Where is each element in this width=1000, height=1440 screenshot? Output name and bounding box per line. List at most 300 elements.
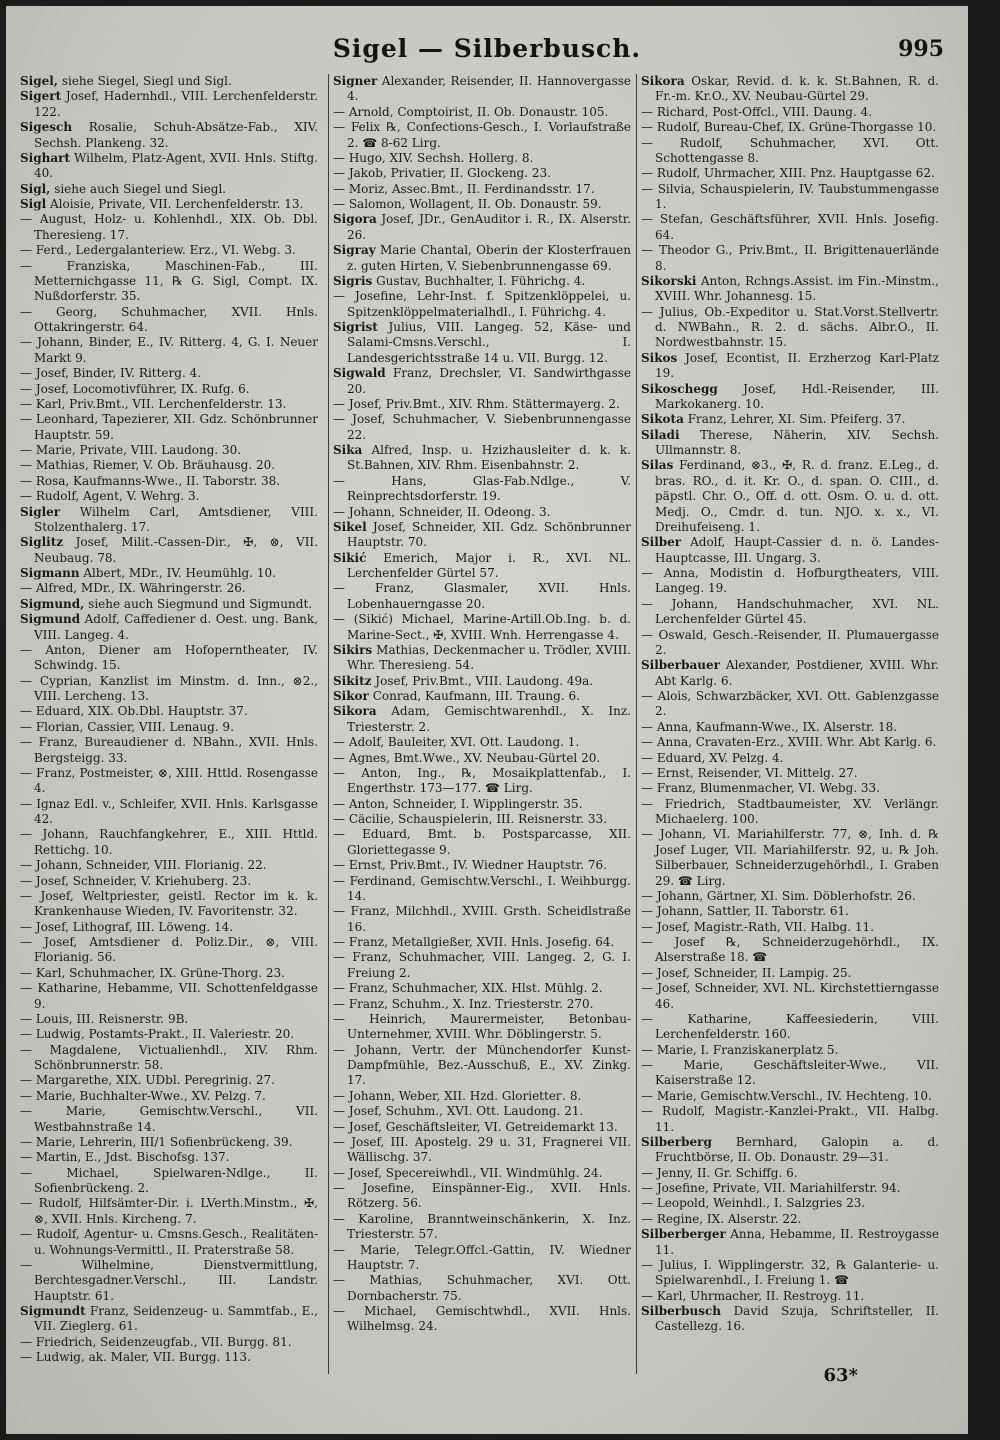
entry-surname: Sigrist [333, 320, 378, 334]
entry-details: Josef, Priv.Bmt., VIII. Laudong. 49a. [375, 673, 594, 688]
entry-details: — Josef, Priv.Bmt., XIV. Rhm. Stättermayerg. 2. [333, 396, 620, 411]
entry-details: — Marie, Gemischtw.Verschl., IV. Hechteng. 10. [641, 1088, 932, 1103]
column-left [20, 74, 318, 1374]
entry-details: — Julius, I. Wipplingerstr. 32, ℞ Galanterie- u. Spielwarenhdl., I. Freiung 1. ☎ [641, 1257, 939, 1288]
running-head: Sigel — Silberbusch. [332, 34, 642, 63]
entry-details: — Anton, Ing., ℞, Mosaikplattenfab., I. Engerthstr. 173—177. ☎ Lirg. [333, 765, 631, 796]
directory-entry [641, 274, 939, 305]
entry-details: — Josef, Locomotivführer, IX. Rufg. 6. [20, 381, 250, 396]
entry-surname: Silas [641, 458, 674, 473]
entry-details: — Josef, Specereiwhdl., VII. Windmühlg. 24. [333, 1165, 603, 1180]
entry-surname: Silberbusch [641, 1304, 722, 1318]
directory-entry [333, 674, 631, 689]
directory-entry [333, 1012, 631, 1043]
entry-details: — Hans, Glas-Fab.Ndlge., V. Reinprechtsdorferstr. 19. [333, 473, 631, 504]
entry-details: — Magdalene, Victualienhdl., XIV. Rhm. Schönbrunnerstr. 58. [20, 1042, 318, 1072]
directory-entry [641, 182, 939, 213]
directory-entry [333, 751, 631, 766]
entry-details: — Jakob, Privatier, II. Glockeng. 23. [333, 166, 551, 181]
entry-details: Julius, VIII. Langeg. 52, Käse- und Salami-Cmsns.Verschl., I. Landesgerichtsstraße 14 u. VII. Burgg. 12. [347, 320, 631, 365]
entry-details: — Agnes, Bmt.Wwe., XV. Neubau-Gürtel 20. [333, 750, 601, 765]
entry-details: Adolf, Haupt-Cassier d. n. ö. Landes-Hauptcasse, III. Ungarg. 3. [655, 535, 939, 565]
directory-entry [641, 382, 939, 413]
directory-entry [641, 1166, 939, 1181]
entry-details: — Franz, Glasmaler, XVII. Hnls. Lobenhauerngasse 20. [333, 581, 631, 611]
entry-details: Conrad, Kaufmann, III. Traung. 6. [372, 689, 580, 703]
directory-entry [333, 1104, 631, 1119]
entry-details: — Marie, Private, VIII. Laudong. 30. [20, 443, 242, 457]
entry-details: — Friedrich, Stadtbaumeister, XV. Verlängr. Michaelerg. 100. [641, 796, 939, 826]
entry-details: — Silvia, Schauspielerin, IV. Taubstummengasse 1. [641, 181, 939, 211]
entry-details: — Julius, Ob.-Expeditor u. Stat.Vorst.Stellvertr. d. NWBahn., R. 2. d. sächs. Albr.O., II. Nordwestbahnstr. 15. [641, 304, 939, 350]
directory-entry [333, 412, 631, 443]
entry-details: — Franz, Blumenmacher, VI. Webg. 33. [641, 781, 881, 796]
entry-surname: Sika [333, 443, 363, 457]
directory-entry [20, 643, 318, 674]
entry-details: — (Sikić) Michael, Marine-Artill.Ob.Ing. b. d. Marine-Sect., ✠, XVIII. Wnh. Herrengasse 4. [333, 612, 631, 642]
directory-entry [641, 1058, 939, 1089]
entry-details: — Moriz, Assec.Bmt., II. Ferdinandsstr. 17. [333, 181, 595, 196]
directory-entry [333, 981, 631, 996]
entry-details: Franz, Lehrer, XI. Sim. Pfeiferg. 37. [687, 412, 906, 427]
entry-details: — Ferd., Ledergalanteriew. Erz., VI. Webg. 3. [20, 243, 296, 258]
directory-entry [641, 1089, 939, 1104]
directory-entry [333, 320, 631, 366]
directory-entry [20, 1350, 318, 1365]
directory-entry [333, 397, 631, 412]
entry-surname: Sigert [20, 89, 62, 104]
entry-details: — Rudolf, Hilfsämter-Dir. i. LVerth.Minstm., ✠, ⊗, XVII. Hnls. Kircheng. 7. [20, 1196, 318, 1226]
directory-entry [20, 981, 318, 1012]
entry-details: — Marie, I. Franziskanerplatz 5. [641, 1042, 839, 1057]
directory-entry [641, 166, 939, 181]
directory-entry [333, 827, 631, 858]
entry-details: siehe auch Siegel und Siegl. [54, 181, 227, 196]
directory-entry [333, 243, 631, 274]
entry-details: — Martin, E., Jdst. Bischofsg. 137. [20, 1150, 230, 1165]
directory-entry [20, 443, 318, 458]
directory-entry [641, 412, 939, 427]
entry-details: — Richard, Post-Offcl., VIII. Daung. 4. [641, 104, 873, 119]
entry-details: — Alois, Schwarzbäcker, XVI. Ott. Gablenzgasse 2. [641, 689, 939, 719]
directory-entry [641, 351, 939, 382]
directory-entry [641, 1258, 939, 1289]
entry-details: — Rudolf, Bureau-Chef, IX. Grüne-Thorgasse 10. [641, 120, 937, 135]
entry-details: Ferdinand, ⊗3., ✠, R. d. franz. E.Leg., d. bras. RO., d. it. Kr. O., d. span. O. CIII., d. päpstl. Chr. O., Off. d. ott. Osm. O. u. d. ott. Medj. O., Cmdr. d. tun. NJO. x. x., VI. Dreihufeiseng. 1. [655, 458, 939, 534]
entry-details: Albert, MDr., IV. Heumühlg. 10. [83, 566, 276, 580]
directory-entry [641, 305, 939, 351]
directory-entry [20, 966, 318, 981]
directory-entry [20, 1196, 318, 1227]
entry-details: — Karl, Uhrmacher, II. Restroyg. 11. [641, 1288, 865, 1303]
directory-entry [20, 612, 318, 643]
directory-entry [641, 105, 939, 120]
entry-details: Wilhelm Carl, Amtsdiener, VIII. Stolzenthalerg. 17. [34, 504, 318, 534]
entry-details: — Anna, Kaufmann-Wwe., IX. Alserstr. 18. [641, 719, 898, 734]
directory-entry [20, 1258, 318, 1304]
directory-entry [641, 1135, 939, 1166]
directory-entry [333, 1089, 631, 1104]
entry-details: — Johann, Sattler, II. Taborstr. 61. [641, 904, 849, 919]
directory-entry [20, 889, 318, 920]
directory-entry [20, 1335, 318, 1350]
entry-details: Alfred, Insp. u. Hzizhausleiter d. k. k. St.Bahnen, XIV. Rhm. Eisenbahnstr. 2. [347, 443, 631, 473]
entry-details: Josef, Hadernhdl., VIII. Lerchenfelderstr. 122. [34, 89, 318, 119]
column-middle [328, 74, 631, 1374]
entry-details: — Josef, Binder, IV. Ritterg. 4. [20, 366, 202, 381]
entry-details: — Karoline, Branntweinschänkerin, X. Inz. Triesterstr. 57. [333, 1211, 631, 1242]
entry-details: — Josefine, Lehr-Inst. f. Spitzenklöppelei, u. Spitzenklöppelmaterialhdl., I. Führichg. 4. [333, 289, 631, 319]
entry-details: — Rosa, Kaufmanns-Wwe., II. Taborstr. 38. [20, 473, 281, 488]
directory-entry [641, 74, 939, 105]
entry-details: — Hugo, XIV. Sechsh. Hollerg. 8. [333, 150, 534, 165]
directory-entry [641, 1181, 939, 1196]
directory-entry [20, 382, 318, 397]
entry-details: — Rudolf, Uhrmacher, XIII. Pnz. Hauptgasse 62. [641, 166, 935, 181]
entry-details: — Heinrich, Maurermeister, Betonbau-Unternehmer, XVIII. Whr. Döblingerstr. 5. [333, 1011, 631, 1042]
entry-surname: Sikel [333, 519, 367, 534]
entry-details: — Louis, III. Reisnerstr. 9B. [20, 1011, 189, 1026]
directory-entry [641, 966, 939, 981]
directory-entry [333, 151, 631, 166]
entry-list [641, 74, 939, 1335]
entry-details: — Josef, III. Apostelg. 29 u. 31, Fragnerei VII. Wällischg. 37. [333, 1134, 631, 1165]
entry-details: — Josef ℞, Schneiderzugehörhdl., IX. Alserstraße 18. ☎ [641, 935, 939, 965]
directory-entry [20, 1012, 318, 1027]
sheet-signature: 63* [823, 1365, 858, 1386]
entry-surname: Sikota [641, 412, 684, 427]
entry-details: — Cyprian, Kanzlist im Minstm. d. Inn., ⊗2., VIII. Lercheng. 13. [20, 673, 318, 703]
entry-details: — Josefine, Einspänner-Eig., XVII. Hnls. Rötzerg. 56. [333, 1181, 631, 1211]
entry-surname: Siladi [641, 427, 680, 442]
directory-entry [20, 1073, 318, 1088]
entry-details: Emerich, Major i. R., XVI. NL. Lerchenfelder Gürtel 57. [347, 550, 631, 580]
directory-entry [333, 643, 631, 674]
directory-entry [641, 120, 939, 135]
directory-entry [333, 74, 631, 105]
entry-details: — Johann, VI. Mariahilferstr. 77, ⊗, Inh. d. ℞ Josef Luger, VII. Mariahilferstr. 92, u. ℞ Joh. Silberbauer, Schneiderzugehörhdl., I. Graben 29. ☎ Lirg. [641, 827, 939, 888]
entry-surname: Siglitz [20, 535, 64, 550]
entry-details: — Ernst, Reisender, VI. Mittelg. 27. [641, 765, 858, 780]
entry-details: — Marie, Buchhalter-Wwe., XV. Pelzg. 7. [20, 1088, 266, 1103]
entry-details: — Eduard, XV. Pelzg. 4. [641, 750, 784, 765]
directory-entry [333, 935, 631, 950]
directory-entry [333, 858, 631, 873]
directory-entry [20, 858, 318, 873]
directory-entry [333, 289, 631, 320]
entry-details: Rosalie, Schuh-Absätze-Fab., XIV. Sechsh. Plankeng. 32. [34, 120, 318, 150]
entry-details: — Johann, Weber, XII. Hzd. Gloriettег. 8. [333, 1088, 582, 1103]
entry-surname: Signer [333, 74, 378, 88]
directory-entry [333, 551, 631, 582]
directory-entry [641, 428, 939, 459]
directory-entry [20, 489, 318, 504]
entry-details: — Josef, Amtsdiener d. Poliz.Dir., ⊗, VIII. Florianig. 56. [20, 935, 318, 965]
entry-details: — Josef, Schneider, V. Kriehuberg. 23. [20, 873, 252, 888]
directory-entry [333, 520, 631, 551]
entry-list [333, 74, 631, 1335]
entry-surname: Sigwald [333, 366, 386, 381]
entry-surname: Sigl [20, 197, 47, 211]
entry-details: — Josefine, Private, VII. Mariahilferstr. 94. [641, 1181, 901, 1195]
entry-details: — Franz, Bureaudiener d. NBahn., XVII. Hnls. Bergsteigg. 33. [20, 735, 318, 765]
entry-details: — Arnold, Comptoirist, II. Ob. Donaustr. 105. [333, 104, 609, 119]
entry-surname: Sigler [20, 504, 61, 519]
directory-entry [20, 151, 318, 182]
directory-entry [333, 612, 631, 643]
entry-details: — Josef, Geschäftsleiter, VI. Getreidemarkt 13. [333, 1119, 618, 1134]
entry-details: — Marie, Lehrerin, III/1 Sofienbrückeng. 39. [20, 1134, 293, 1149]
entry-details: — Florian, Cassier, VIII. Lenaug. 9. [20, 719, 234, 734]
directory-entry [333, 997, 631, 1012]
entry-surname: Sikirs [333, 642, 373, 657]
entry-details: — Josef, Schuhm., XVI. Ott. Laudong. 21. [333, 1104, 584, 1119]
entry-surname: Sikora [641, 74, 685, 88]
entry-details: — Katharine, Hebamme, VII. Schottenfeldgasse 9. [20, 981, 318, 1011]
entry-details: — Franz, Schuhmacher, XIX. Hlst. Mühlg. 2. [333, 981, 603, 996]
directory-entry [333, 274, 631, 289]
entry-details: — Josef, Lithograf, III. Löweng. 14. [20, 919, 234, 934]
entry-details: David Szuja, Schriftsteller, II. Castellezg. 16. [655, 1304, 939, 1334]
directory-entry [333, 197, 631, 212]
entry-details: Josef, Schneider, XII. Gdz. Schönbrunner Hauptstr. 70. [347, 519, 631, 550]
entry-details: — Georg, Schuhmacher, XVII. Hnls. Ottakringerstr. 64. [20, 304, 318, 334]
entry-details: — Felix ℞, Confections-Gesch., I. Vorlaufstraße 2. ☎ 8-62 Lirg. [333, 120, 631, 150]
directory-entry [333, 443, 631, 474]
entry-details: Josef, Econtist, II. Erzherzog Karl-Platz 19. [655, 350, 939, 381]
entry-details: — Franz, Postmeister, ⊗, XIII. Httld. Rosengasse 4. [20, 765, 318, 796]
directory-entry [641, 597, 939, 628]
entry-surname: Sikitz [333, 673, 372, 688]
entry-details: — Jenny, II. Gr. Schiffg. 6. [641, 1165, 798, 1180]
entry-details: Therese, Näherin, XIV. Sechsh. Ullmannstr. 8. [655, 427, 939, 457]
entry-surname: Sikoschegg [641, 381, 718, 396]
entry-details: — Johann, Binder, E., IV. Ritterg. 4, G. I. Neuer Markt 9. [20, 335, 318, 365]
entry-details: — Franz, Schuhm., X. Inz. Triesterstr. 270. [333, 996, 594, 1011]
entry-details: — Karl, Schuhmacher, IX. Grüne-Thorg. 23. [20, 965, 285, 980]
entry-details: Wilhelm, Platz-Agent, XVII. Hnls. Stiftg. 40. [34, 150, 318, 181]
entry-details: — Marie, Gemischtw.Verschl., VII. Westbahnstraße 14. [20, 1104, 318, 1134]
directory-entry [641, 136, 939, 167]
entry-details: Franz, Drechsler, VI. Sandwirthgasse 20. [347, 366, 631, 396]
entry-surname: Silber [641, 535, 682, 550]
entry-details: — Theodor G., Priv.Bmt., II. Brigittenauerlände 8. [641, 243, 939, 273]
page-header [6, 34, 968, 74]
directory-entry [641, 1227, 939, 1258]
entry-surname: Sigmund, [20, 596, 85, 611]
entry-details: — Marie, Geschäftsleiter-Wwe., VII. Kaiserstraße 12. [641, 1058, 939, 1088]
directory-entry [641, 535, 939, 566]
entry-details: Josef, Milit.-Cassen-Dir., ✠, ⊗, VII. Neubaug. 78. [34, 535, 318, 565]
directory-entry [641, 658, 939, 689]
directory-entry [20, 827, 318, 858]
entry-details: — Johann, Gärtner, XI. Sim. Döblerhofstr. 26. [641, 888, 916, 903]
directory-entry [20, 704, 318, 719]
directory-entry [20, 197, 318, 212]
directory-entry [333, 1181, 631, 1212]
directory-entry [20, 1027, 318, 1042]
directory-entry [20, 74, 318, 89]
entry-surname: Sigmann [20, 566, 80, 580]
entry-details: Franz, Seidenzeug- u. Sammtfab., E., VII. Zieglerg. 61. [34, 1304, 318, 1334]
entry-details: — Ludwig, ak. Maler, VII. Burgg. 113. [20, 1350, 251, 1365]
entry-details: Oskar, Revid. d. k. k. St.Bahnen, R. d. Fr.-m. Kr.O., XV. Neubau-Gürtel 29. [655, 74, 939, 104]
directory-entry [333, 366, 631, 397]
directory-entry [20, 920, 318, 935]
directory-entry [20, 89, 318, 120]
entry-surname: Sikorski [641, 273, 697, 288]
entry-details: — Leonhard, Tapezierer, XII. Gdz. Schönbrunner Hauptstr. 59. [20, 412, 318, 442]
directory-entry [333, 766, 631, 797]
entry-details: — Mathias, Schuhmacher, XVI. Ott. Dornbacherstr. 75. [333, 1273, 631, 1303]
directory-entry [333, 735, 631, 750]
entry-details: — Ferdinand, Gemischtw.Verschl., I. Weihburgg. 14. [333, 873, 631, 903]
directory-entry [641, 1012, 939, 1043]
entry-surname: Sigmund [20, 612, 81, 627]
directory-entry [641, 1304, 939, 1335]
directory-entry [20, 366, 318, 381]
directory-entry [333, 474, 631, 505]
directory-entry [641, 212, 939, 243]
directory-entry [641, 1289, 939, 1304]
directory-entry [20, 259, 318, 305]
directory-entry [641, 1212, 939, 1227]
directory-entry [333, 212, 631, 243]
entry-surname: Silberberger [641, 1227, 726, 1242]
entry-details: — Ignaz Edl. v., Schleifer, XVII. Hnls. Karlsgasse 42. [20, 796, 318, 826]
directory-columns [20, 74, 954, 1374]
directory-entry [641, 781, 939, 796]
entry-details: — Anton, Diener am Hofoperntheater, IV. Schwindg. 15. [20, 642, 318, 673]
directory-entry [20, 243, 318, 258]
directory-entry [333, 120, 631, 151]
entry-details: Alexander, Reisender, II. Hannovergasse 4. [347, 74, 631, 104]
entry-surname: Sigora [333, 212, 377, 227]
entry-details: — Leopold, Weinhdl., I. Salzgries 23. [641, 1196, 866, 1211]
entry-surname: Sigray [333, 243, 376, 258]
directory-entry [20, 581, 318, 596]
directory-entry [641, 1104, 939, 1135]
entry-details: Aloisie, Private, VII. Lerchenfelderstr. 13. [50, 197, 304, 211]
directory-entry [641, 889, 939, 904]
directory-entry [333, 1243, 631, 1274]
directory-entry [333, 105, 631, 120]
directory-entry [641, 981, 939, 1012]
entry-details: — Stefan, Geschäftsführer, XVII. Hnls. Josefig. 64. [641, 212, 939, 242]
directory-entry [333, 689, 631, 704]
directory-entry [333, 1212, 631, 1243]
directory-entry [333, 950, 631, 981]
directory-entry [20, 1227, 318, 1258]
entry-details: Adolf, Caffediener d. Oest. ung. Bank, VIII. Langeg. 4. [34, 612, 318, 642]
directory-entry [333, 1120, 631, 1135]
directory-entry [641, 458, 939, 535]
directory-entry [641, 243, 939, 274]
directory-entry [20, 505, 318, 536]
directory-entry [641, 797, 939, 828]
directory-entry [641, 904, 939, 919]
directory-entry [20, 1166, 318, 1197]
entry-surname: Silberbauer [641, 658, 720, 673]
entry-details: siehe Siegel, Siegl und Sigl. [61, 74, 232, 88]
entry-details: — Franziska, Maschinen-Fab., III. Metternichgasse 11, ℞ G. Sigl, Compt. IX. Nußdorferstr. 35. [20, 258, 318, 304]
entry-details: Mathias, Deckenmacher u. Trödler, XVIII. Whr. Theresieng. 54. [347, 642, 631, 673]
directory-entry [20, 597, 318, 612]
directory-entry [20, 1150, 318, 1165]
directory-entry [641, 566, 939, 597]
entry-surname: Sikos [641, 350, 678, 365]
entry-surname: Sikić [333, 550, 367, 565]
directory-entry [20, 182, 318, 197]
entry-details: — Johann, Schneider, VIII. Florianig. 22. [20, 858, 267, 873]
directory-entry [641, 920, 939, 935]
entry-details: — Margarethe, XIX. UDbl. Peregrinig. 27. [20, 1073, 275, 1088]
entry-details: Anton, Rchngs.Assist. im Fin.-Minstm., XVIII. Whr. Johannesg. 15. [655, 273, 939, 304]
entry-details: — Wilhelmine, Dienstvermittlung, Berchtesgadner.Verschl., III. Landstr. Hauptstr. 61. [20, 1257, 318, 1303]
directory-entry [20, 674, 318, 705]
entry-details: — Katharine, Kaffeesiederin, VIII. Lerchenfelderstr. 160. [641, 1011, 939, 1042]
directory-entry [333, 1043, 631, 1089]
page-number: 995 [898, 36, 944, 62]
entry-details: Anna, Hebamme, II. Restroygasse 11. [655, 1227, 939, 1257]
entry-details: — Alfred, MDr., IX. Währingerstr. 26. [20, 581, 246, 596]
directory-entry [333, 874, 631, 905]
entry-details: — Rudolf, Agent, V. Wehrg. 3. [20, 489, 200, 504]
entry-details: — Anton, Schneider, I. Wipplingerstr. 35. [333, 796, 583, 811]
directory-entry [20, 1089, 318, 1104]
directory-entry [641, 689, 939, 720]
entry-details: — Rudolf, Magistr.-Kanzlei-Prakt., VII. Halbg. 11. [641, 1104, 939, 1134]
directory-entry [333, 1273, 631, 1304]
entry-details: — Karl, Priv.Bmt., VII. Lerchenfelderstr. 13. [20, 396, 287, 411]
directory-entry [333, 166, 631, 181]
entry-details: — Johann, Rauchfangkehrer, E., XIII. Httld. Rettichg. 10. [20, 827, 318, 857]
entry-details: siehe auch Siegmund und Sigmundt. [88, 596, 313, 611]
entry-details: — Ludwig, Postamts-Prakt., II. Valeriestr. 20. [20, 1027, 295, 1042]
entry-details: — Franz, Metallgießer, XVII. Hnls. Josefig. 64. [333, 935, 615, 949]
directory-entry [641, 935, 939, 966]
entry-details: — Franz, Schuhmacher, VIII. Langeg. 2, G. I. Freiung 2. [333, 950, 631, 980]
entry-details: — Cäcilie, Schauspielerin, III. Reisnerstr. 33. [333, 812, 607, 826]
directory-entry [20, 474, 318, 489]
directory-entry [333, 812, 631, 827]
entry-details: — Josef, Weltpriester, geistl. Rector im k. k. Krankenhause Wieden, IV. Favoritenstr. 32. [20, 888, 318, 919]
directory-entry [333, 581, 631, 612]
entry-details: Bernhard, Galopin a. d. Fruchtbörse, II. Ob. Donaustr. 29—31. [655, 1134, 939, 1165]
directory-entry [20, 1135, 318, 1150]
directory-entry [641, 1043, 939, 1058]
entry-surname: Silberberg [641, 1134, 712, 1149]
entry-details: — Adolf, Bauleiter, XVI. Ott. Laudong. 1. [333, 735, 580, 750]
directory-entry [20, 120, 318, 151]
entry-details: — Rudolf, Schuhmacher, XVI. Ott. Schottengasse 8. [641, 135, 939, 165]
directory-entry [641, 751, 939, 766]
directory-entry [20, 412, 318, 443]
entry-details: — Eduard, XIX. Ob.Dbl. Hauptstr. 37. [20, 704, 248, 719]
directory-page [6, 6, 968, 1434]
entry-details: Josef, Hdl.-Reisender, III. Markokanerg. 10. [655, 381, 939, 411]
entry-surname: Sikora [333, 704, 377, 719]
entry-details: — Franz, Milchhdl., XVIII. Grsth. Scheidlstraße 16. [333, 904, 631, 934]
directory-entry [20, 305, 318, 336]
entry-details: — Salomon, Wollagent, II. Ob. Donaustr. 59. [333, 197, 602, 211]
entry-details: — Anna, Cravaten-Erz., XVIII. Whr. Abt Karlg. 6. [641, 735, 937, 750]
entry-details: — Johann, Handschuhmacher, XVI. NL. Lerchenfelder Gürtel 45. [641, 596, 939, 627]
entry-details: Marie Chantal, Oberin der Klosterfrauen z. guten Hirten, V. Siebenbrunnengasse 69. [347, 243, 631, 273]
directory-entry [333, 1304, 631, 1335]
column-right [636, 74, 939, 1374]
entry-details: — Josef, Magistr.-Rath, VII. Halbg. 11. [641, 919, 874, 934]
